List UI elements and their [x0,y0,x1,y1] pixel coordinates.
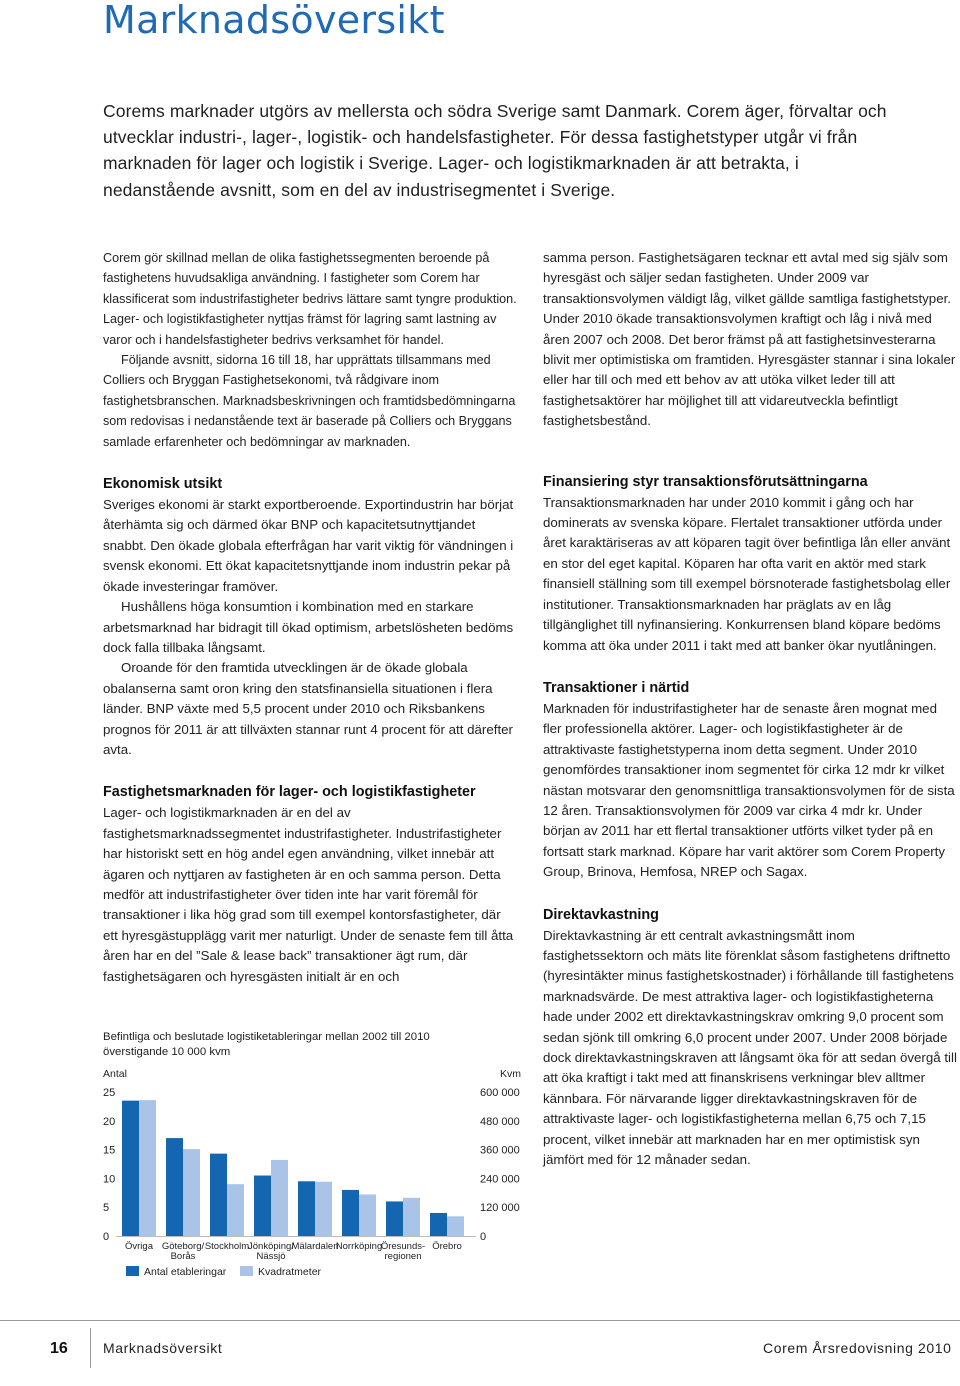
ekonomisk-paragraph-2: Hushållens höga konsumtion i kombination med en starkare arbetsmarknad har bidragit till ökad optimism, arbetslösheten bedöms dock falla tillbaka långsamt. [103,599,514,655]
chart-category-label: Norrköping [335,1241,383,1252]
intro-paragraph-1: Corem gör skillnad mellan de olika fastighetssegmenten beroende på fastighetens huvudsakliga användning. I fastigheter som Corem har klassificerat som industrifastigheter bedrivs lättare samt tyngre produktion. Lager- och logistikfastigheter nyttjas främst för lagring samt lastning av varor och i handelsfastigheter bedrivs verksamhet för handel. [103,251,517,347]
chart-left-tick: 10 [103,1173,116,1186]
footer-divider [0,1320,960,1321]
footer-separator [90,1328,91,1368]
bar-kvadratmeter [271,1160,288,1236]
chart-category-label: Göteborg/ [161,1241,205,1252]
chart-left-tick: 0 [103,1231,110,1243]
chart-left-tick: 5 [103,1202,110,1215]
bar-antal [342,1190,359,1236]
bar-antal [166,1138,183,1236]
page-number: 16 [50,1340,68,1357]
bar-antal [386,1201,403,1236]
bar-antal [210,1154,227,1236]
heading-fastighetsmarknaden: Fastighetsmarknaden för lager- och logistikfastigheter [103,784,476,801]
bar-antal [122,1101,139,1236]
chart-right-tick: 600 000 [480,1087,520,1099]
chart-ylabel-right: Kvm [500,1068,521,1080]
legend-swatch-antal [126,1266,139,1276]
chart-right-tick: 240 000 [480,1173,520,1186]
chart-left-tick: 15 [103,1144,116,1157]
chart-category-label: Stockholm [204,1241,250,1252]
chart-right-tick: 120 000 [480,1202,520,1215]
bar-antal [254,1176,271,1236]
heading-ekonomisk-utsikt: Ekonomisk utsikt [103,476,223,493]
bar-kvadratmeter [227,1184,244,1236]
heading-transaktioner: Transaktioner i närtid [543,679,690,696]
fastighet-paragraph: Lager- och logistikmarknaden är en del av fastighetsmarknadssegmentet industrifastigheter. Industrifastigheter har historiskt sett en hög andel egen användning, vilket innebär att ägaren och nyttjaren av fastigheten är en och samma person. Detta medför att industrifastigheter över tiden inte har varit föremål för transaktioner i lika hög grad som till exempel kontorsfastigheter, där ett hyresgästupplägg varit mer naturligt. Under de senaste fem till åtta åren har en del ”Sale & lease back” transaktioner ägt rum, där fastighetsägaren och hyresgästen initialt är en och [103,805,514,984]
continuation-paragraph: samma person. Fastighetsägaren tecknar ett avtal med sig själv som hyresgäst och säljer sedan fastigheten. Under 2009 var transaktionsvolymen väldigt låg, vilket gällde samtliga fastighetstyper. Under 2010 ökade transaktionsvolymen kraftigt och låg i nivå med åren 2007 och 2008. Det beror främst på att fastighetsinvesterarna blivit mer optimistiska om framtiden. Hyresgäster stannar i sina lokaler eller har till och med ett behov av att utöka vilket leder till att fastighetsaktörer har möjlighet till att vidareutveckla befintligt fastighetsbestånd. [543,250,956,429]
legend-swatch-kvadratmeter [240,1266,253,1276]
legend-label-antal: Antal etableringar [144,1266,227,1278]
heading-finansiering: Finansiering styr transaktionsförutsättningarna [543,473,868,490]
chart-right-tick: 360 000 [480,1144,520,1157]
page-title: Marknadsöversikt [103,0,445,42]
chart-category-label: Borås [170,1251,196,1262]
footer-section: Marknadsöversikt [103,1340,223,1356]
chart-category-label: Mälardalen [291,1241,339,1252]
ekonomisk-paragraph-1: Sveriges ekonomi är starkt exportberoende. Exportindustrin har börjat återhämta sig och därmed ökar BNP och kapacitetsutnyttjandet snabbt. Den ökade globala efterfrågan har varit viktig för vändningen i svensk ekonomi. Ett ökat kapacitetsnyttjande inom industrin pekar på ökade investeringar framöver. [103,497,514,594]
bar-kvadratmeter [139,1100,156,1236]
chart-category-label: Öresunds- [380,1241,426,1252]
transaktioner-paragraph: Marknaden för industrifastigheter har de senaste åren mognat med fler professionella aktörer. Lager- och logistikfastigheter är de attraktivaste fastighetstyperna inom detta segment. Under 2010 genomfördes transaktioner inom segmentet för cirka 12 mdr kr vilket nästan motsvarar den genomsnittliga transaktionsvolymen för de sista 12 åren. Transaktionsvolymen för 2009 var cirka 4 mdr kr. Under början av 2011 har ett flertal transaktioner utförts vilket tyder på en fortsatt stark marknad. Köpare har varit aktörer som Corem Property Group, Brinova, Hemfosa, NREP och Sagax. [543,700,955,880]
bar-antal [430,1213,447,1236]
bar-antal [298,1181,315,1236]
chart-right-tick: 480 000 [480,1115,520,1128]
ekonomisk-paragraph-3: Oroande för den framtida utvecklingen är de ökade globala obalanserna samt oron kring den statsfinansiella situationen i flera länder. BNP växte med 5,5 procent under 2010 och Riksbankens prognos för 2011 är att tillväxten stannar runt 4 procent för att därefter avta. [103,660,513,757]
direktavkastning-paragraph: Direktavkastning är ett centralt avkastningsmått inom fastighetssektorn och mäts lite förenklat såsom fastighetens driftnetto (hyresintäkter minus fastighetskostnader) i förhållande till fastighetens marknadsvärde. De mest attraktiva lager- och logistikfastigheterna hade under 2002 ett direktavkastningskrav omkring 9,0 procent som sedan sjönk till omkring 6,0 procent under 2007. Under 2008 började dock direktavkastningskraven att långsamt öka för att sedan övergå till att öka kraftigt i takt med att finanskrisens verkningar blev alltmer kännbara. För närvarande ligger direktavkastningskraven för de attraktivaste lager- och logistikfastigheterna mellan 6,75 och 7,15 procent, vilket innebär att marknaden har en mer optimistisk syn jämfört med för 12 månader sedan. [543,927,957,1168]
chart-ylabel-left: Antal [103,1068,127,1080]
bar-kvadratmeter [315,1182,332,1236]
chart-category-label: regionen [384,1251,422,1262]
ingress-paragraph: Corems marknader utgörs av mellersta och södra Sverige samt Danmark. Corem äger, förvaltar och utvecklar industri-, lager-, logistik- och handelsfastigheter. För dessa fastighetstyper utgår vi från marknaden för lager och logistik i Sverige. Lager- och logistikmarknaden är att betrakta, i nedanstående avsnitt, som en del av industrisegmentet i Sverige. [103,101,887,200]
chart-left-tick: 25 [103,1087,116,1099]
chart-left-tick: 20 [103,1115,116,1128]
chart-category-label: Örebro [432,1241,462,1252]
bar-kvadratmeter [359,1194,376,1236]
bar-kvadratmeter [183,1149,200,1236]
intro-paragraph-2: Följande avsnitt, sidorna 16 till 18, har upprättats tillsammans med Colliers och Bryggan Fastighetsekonomi, två rådgivare inom fastighetsbranschen. Marknadsbeskrivningen och framtidsbedömningarna som redovisas i nedanstående text är baserade på Colliers och Bryggans samlade erfarenheter och bedömningar av marknaden. [103,353,516,449]
finansiering-paragraph: Transaktionsmarknaden har under 2010 kommit i gång och har dominerats av svenska köpare. Flertalet transaktioner utförda under året karaktäriseras av att köparen tagit över befintliga lån eller använt en stor del eget kapital. Köparen har ofta varit en aktör med stark finansiell ställning som till exempel börsnoterade fastighetsbolag eller institutioner. Transaktionsmarknaden har präglats av en låg tillgänglighet till nyfinansiering. Konkurrensen bland köpare bedöms komma att öka under 2011 i takt med att banker ökar nyutlåningen. [543,494,951,653]
footer-publication: Corem Årsredovisning 2010 [763,1340,952,1356]
chart-title: Befintliga och beslutade logistiketableringar mellan 2002 till 2010 överstigande 10 000 kvm [103,1031,430,1058]
legend-label-kvadratmeter: Kvadratmeter [258,1266,322,1278]
chart-category-label: Nässjö [256,1251,286,1262]
bar-kvadratmeter [447,1216,464,1236]
heading-direktavkastning: Direktavkastning [543,906,659,923]
chart-right-tick: 0 [480,1231,487,1243]
chart-category-label: Jönköping/ [248,1241,294,1252]
chart-category-label: Övriga [125,1241,153,1252]
bar-kvadratmeter [403,1198,420,1236]
